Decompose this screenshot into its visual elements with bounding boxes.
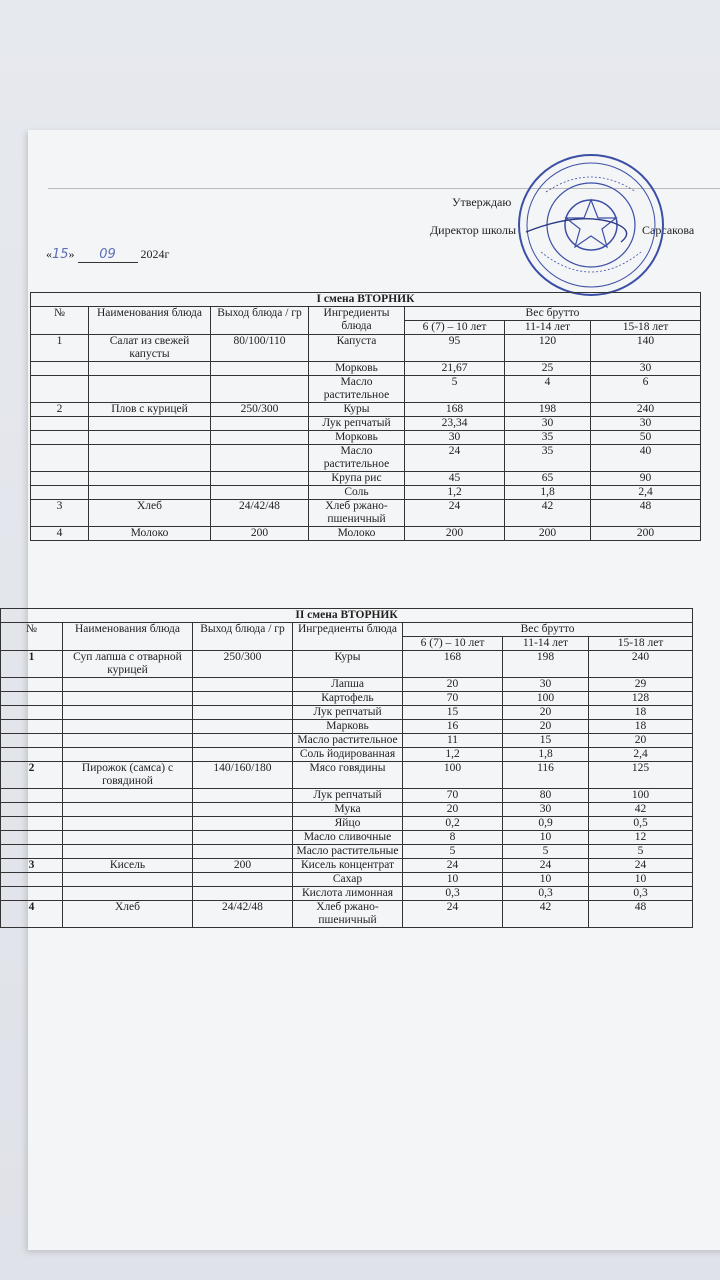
col-num: № <box>1 623 63 651</box>
table-row <box>1 706 693 720</box>
row-num <box>1 817 63 831</box>
row-num <box>31 431 89 445</box>
shift1-title: I смена ВТОРНИК <box>31 293 701 307</box>
dish-name <box>89 417 211 431</box>
table-row <box>31 527 701 541</box>
dish-output <box>193 692 293 706</box>
dish-output <box>193 706 293 720</box>
table-row <box>1 762 693 789</box>
ingredient: Хлеб ржано-пшеничный <box>293 901 403 928</box>
weight-age-2: 198 <box>503 651 589 678</box>
weight-age-2: 35 <box>505 445 591 472</box>
dish-output: 24/42/48 <box>193 901 293 928</box>
weight-age-2: 42 <box>505 500 591 527</box>
weight-age-1: 168 <box>405 403 505 417</box>
row-num: 4 <box>1 901 63 928</box>
date-close-quote: » <box>68 247 75 261</box>
row-num <box>31 417 89 431</box>
weight-age-3: 90 <box>591 472 701 486</box>
ingredient: Масло растительное <box>309 376 405 403</box>
ingredient: Сахар <box>293 873 403 887</box>
table-row <box>1 748 693 762</box>
weight-age-2: 25 <box>505 362 591 376</box>
dish-output: 250/300 <box>193 651 293 678</box>
dish-output <box>193 817 293 831</box>
table-row <box>1 831 693 845</box>
col-dish: Наименования блюда <box>89 307 211 335</box>
dish-name: Пирожок (самса) с говядиной <box>63 762 193 789</box>
dish-name: Кисель <box>63 859 193 873</box>
dish-name: Суп лапша с отварной курицей <box>63 651 193 678</box>
weight-age-1: 30 <box>405 431 505 445</box>
weight-age-3: 48 <box>589 901 693 928</box>
col-weight: Вес брутто <box>405 307 701 321</box>
table-row <box>1 651 693 678</box>
dish-output <box>211 472 309 486</box>
weight-age-3: 18 <box>589 706 693 720</box>
row-num <box>31 472 89 486</box>
col-num: № <box>31 307 89 335</box>
col-age-1: 6 (7) – 10 лет <box>403 637 503 651</box>
table-row <box>1 678 693 692</box>
weight-age-3: 6 <box>591 376 701 403</box>
weight-age-3: 128 <box>589 692 693 706</box>
weight-age-2: 1,8 <box>505 486 591 500</box>
ingredient: Морковь <box>309 431 405 445</box>
ingredient: Лук репчатый <box>293 789 403 803</box>
dish-output <box>193 734 293 748</box>
dish-output <box>211 417 309 431</box>
weight-age-2: 20 <box>503 706 589 720</box>
row-num: 4 <box>31 527 89 541</box>
weight-age-2: 200 <box>505 527 591 541</box>
weight-age-3: 29 <box>589 678 693 692</box>
weight-age-1: 24 <box>403 859 503 873</box>
date-month: 09 <box>99 247 116 262</box>
weight-age-3: 240 <box>589 651 693 678</box>
weight-age-3: 200 <box>591 527 701 541</box>
ingredient: Лапша <box>293 678 403 692</box>
weight-age-3: 18 <box>589 720 693 734</box>
weight-age-3: 2,4 <box>589 748 693 762</box>
weight-age-2: 30 <box>505 417 591 431</box>
weight-age-2: 35 <box>505 431 591 445</box>
weight-age-3: 2,4 <box>591 486 701 500</box>
table-row <box>1 873 693 887</box>
dish-name: Плов с курицей <box>89 403 211 417</box>
col-ingredients: Ингредиенты блюда <box>309 307 405 335</box>
dish-output <box>193 748 293 762</box>
weight-age-1: 24 <box>405 445 505 472</box>
weight-age-2: 10 <box>503 873 589 887</box>
dish-name <box>63 789 193 803</box>
row-num <box>1 720 63 734</box>
weight-age-1: 20 <box>403 678 503 692</box>
row-num: 1 <box>31 335 89 362</box>
table-row <box>31 472 701 486</box>
shift1-menu-table <box>30 292 701 541</box>
weight-age-2: 0,9 <box>503 817 589 831</box>
dish-name: Хлеб <box>63 901 193 928</box>
date-open-quote: « <box>46 247 52 261</box>
row-num <box>31 362 89 376</box>
col-weight: Вес брутто <box>403 623 693 637</box>
shift2-rows <box>1 651 693 928</box>
weight-age-1: 0,2 <box>403 817 503 831</box>
row-num <box>31 376 89 403</box>
row-num <box>31 445 89 472</box>
ingredient: Масло сливочные <box>293 831 403 845</box>
weight-age-1: 24 <box>403 901 503 928</box>
ingredient: Куры <box>293 651 403 678</box>
dish-name <box>63 803 193 817</box>
col-dish: Наименования блюда <box>63 623 193 651</box>
dish-output <box>211 362 309 376</box>
weight-age-2: 30 <box>503 678 589 692</box>
weight-age-1: 16 <box>403 720 503 734</box>
dish-output <box>211 445 309 472</box>
table-row <box>31 335 701 362</box>
weight-age-1: 200 <box>405 527 505 541</box>
weight-age-1: 20 <box>403 803 503 817</box>
weight-age-3: 100 <box>589 789 693 803</box>
dish-name <box>63 720 193 734</box>
weight-age-3: 42 <box>589 803 693 817</box>
weight-age-3: 125 <box>589 762 693 789</box>
dish-name <box>89 445 211 472</box>
row-num <box>1 831 63 845</box>
dish-output: 24/42/48 <box>211 500 309 527</box>
ingredient: Капуста <box>309 335 405 362</box>
dish-output: 140/160/180 <box>193 762 293 789</box>
table-row <box>1 859 693 873</box>
ingredient: Марковь <box>293 720 403 734</box>
dish-output <box>193 831 293 845</box>
row-num <box>31 486 89 500</box>
dish-name <box>89 376 211 403</box>
dish-name <box>63 706 193 720</box>
weight-age-3: 0,3 <box>589 887 693 901</box>
ingredient: Яйцо <box>293 817 403 831</box>
weight-age-2: 65 <box>505 472 591 486</box>
table-row <box>31 500 701 527</box>
weight-age-3: 5 <box>589 845 693 859</box>
col-ingredients: Ингредиенты блюда <box>293 623 403 651</box>
table-row <box>1 692 693 706</box>
dish-name <box>89 362 211 376</box>
table-row <box>31 417 701 431</box>
dish-output <box>193 845 293 859</box>
dish-output <box>193 873 293 887</box>
row-num: 2 <box>1 762 63 789</box>
weight-age-2: 116 <box>503 762 589 789</box>
table-row <box>1 720 693 734</box>
dish-output <box>193 803 293 817</box>
table-row <box>31 431 701 445</box>
dish-output <box>211 431 309 445</box>
date-year: 2024г <box>140 247 170 261</box>
table-row <box>31 362 701 376</box>
ingredient: Крупа рис <box>309 472 405 486</box>
dish-name <box>63 678 193 692</box>
col-output: Выход блюда / гр <box>211 307 309 335</box>
row-num: 1 <box>1 651 63 678</box>
weight-age-1: 5 <box>405 376 505 403</box>
dish-name <box>63 692 193 706</box>
approve-label: Утверждаю <box>452 195 512 209</box>
row-num <box>1 692 63 706</box>
weight-age-3: 10 <box>589 873 693 887</box>
col-age-2: 11-14 лет <box>505 321 591 335</box>
weight-age-3: 30 <box>591 417 701 431</box>
dish-name <box>89 431 211 445</box>
weight-age-2: 4 <box>505 376 591 403</box>
weight-age-2: 1,8 <box>503 748 589 762</box>
weight-age-2: 24 <box>503 859 589 873</box>
shift2-title: II смена ВТОРНИК <box>1 609 693 623</box>
weight-age-2: 0,3 <box>503 887 589 901</box>
ingredient: Мука <box>293 803 403 817</box>
weight-age-3: 12 <box>589 831 693 845</box>
weight-age-1: 23,34 <box>405 417 505 431</box>
weight-age-2: 100 <box>503 692 589 706</box>
dish-output: 200 <box>211 527 309 541</box>
weight-age-1: 24 <box>405 500 505 527</box>
weight-age-2: 5 <box>503 845 589 859</box>
table-row <box>1 845 693 859</box>
col-age-1: 6 (7) – 10 лет <box>405 321 505 335</box>
weight-age-2: 20 <box>503 720 589 734</box>
shift1-rows <box>31 335 701 541</box>
dish-name <box>63 748 193 762</box>
weight-age-2: 42 <box>503 901 589 928</box>
row-num <box>1 734 63 748</box>
ingredient: Мясо говядины <box>293 762 403 789</box>
table-row <box>31 445 701 472</box>
ingredient: Морковь <box>309 362 405 376</box>
dish-output <box>193 887 293 901</box>
table-row <box>31 376 701 403</box>
dish-name <box>63 845 193 859</box>
col-age-3: 15-18 лет <box>591 321 701 335</box>
weight-age-3: 30 <box>591 362 701 376</box>
table-row <box>1 789 693 803</box>
dish-name <box>89 486 211 500</box>
table-row <box>1 803 693 817</box>
dish-name: Молоко <box>89 527 211 541</box>
weight-age-2: 80 <box>503 789 589 803</box>
dish-name <box>63 887 193 901</box>
col-age-3: 15-18 лет <box>589 637 693 651</box>
table-row <box>31 486 701 500</box>
director-name: Сарсакова <box>642 223 695 237</box>
row-num <box>1 748 63 762</box>
dish-name: Хлеб <box>89 500 211 527</box>
row-num <box>1 803 63 817</box>
weight-age-1: 5 <box>403 845 503 859</box>
dish-name <box>63 734 193 748</box>
ingredient: Кислота лимонная <box>293 887 403 901</box>
weight-age-3: 240 <box>591 403 701 417</box>
ingredient: Куры <box>309 403 405 417</box>
date-day: 15 <box>52 247 69 262</box>
dish-output <box>193 789 293 803</box>
weight-age-1: 15 <box>403 706 503 720</box>
dish-output: 250/300 <box>211 403 309 417</box>
weight-age-1: 168 <box>403 651 503 678</box>
weight-age-3: 48 <box>591 500 701 527</box>
row-num <box>1 678 63 692</box>
shift2-menu-table <box>0 608 693 928</box>
weight-age-2: 10 <box>503 831 589 845</box>
table-row <box>1 901 693 928</box>
col-age-2: 11-14 лет <box>503 637 589 651</box>
row-num <box>1 887 63 901</box>
ingredient: Молоко <box>309 527 405 541</box>
weight-age-3: 140 <box>591 335 701 362</box>
dish-name: Салат из свежей капусты <box>89 335 211 362</box>
ingredient: Соль йодированная <box>293 748 403 762</box>
ingredient: Лук репчатый <box>293 706 403 720</box>
row-num <box>1 706 63 720</box>
weight-age-3: 50 <box>591 431 701 445</box>
ingredient: Хлеб ржано-пшеничный <box>309 500 405 527</box>
weight-age-3: 0,5 <box>589 817 693 831</box>
ingredient: Масло растительные <box>293 845 403 859</box>
row-num: 3 <box>1 859 63 873</box>
weight-age-1: 8 <box>403 831 503 845</box>
weight-age-3: 40 <box>591 445 701 472</box>
row-num: 3 <box>31 500 89 527</box>
table-row <box>31 403 701 417</box>
approval-date <box>46 247 169 263</box>
weight-age-1: 70 <box>403 789 503 803</box>
ingredient: Лук репчатый <box>309 417 405 431</box>
weight-age-1: 10 <box>403 873 503 887</box>
row-num <box>1 789 63 803</box>
weight-age-1: 1,2 <box>403 748 503 762</box>
dish-output: 80/100/110 <box>211 335 309 362</box>
weight-age-1: 0,3 <box>403 887 503 901</box>
dish-name <box>63 817 193 831</box>
ingredient: Картофель <box>293 692 403 706</box>
table-row <box>1 817 693 831</box>
dish-name <box>63 831 193 845</box>
weight-age-1: 95 <box>405 335 505 362</box>
director-label: Директор школы <box>430 223 517 237</box>
official-stamp <box>516 152 666 298</box>
row-num <box>1 873 63 887</box>
weight-age-3: 20 <box>589 734 693 748</box>
dish-output: 200 <box>193 859 293 873</box>
weight-age-1: 45 <box>405 472 505 486</box>
weight-age-2: 198 <box>505 403 591 417</box>
dish-name <box>63 873 193 887</box>
table-row <box>1 734 693 748</box>
weight-age-1: 100 <box>403 762 503 789</box>
weight-age-1: 11 <box>403 734 503 748</box>
dish-output <box>193 720 293 734</box>
ingredient: Масло растительное <box>293 734 403 748</box>
dish-name <box>89 472 211 486</box>
col-output: Выход блюда / гр <box>193 623 293 651</box>
dish-output <box>211 486 309 500</box>
weight-age-1: 21,67 <box>405 362 505 376</box>
table-row <box>1 887 693 901</box>
ingredient: Масло растительное <box>309 445 405 472</box>
row-num <box>1 845 63 859</box>
weight-age-1: 70 <box>403 692 503 706</box>
row-num: 2 <box>31 403 89 417</box>
weight-age-1: 1,2 <box>405 486 505 500</box>
dish-output <box>193 678 293 692</box>
weight-age-2: 30 <box>503 803 589 817</box>
weight-age-2: 15 <box>503 734 589 748</box>
weight-age-2: 120 <box>505 335 591 362</box>
weight-age-3: 24 <box>589 859 693 873</box>
dish-output <box>211 376 309 403</box>
ingredient: Соль <box>309 486 405 500</box>
ingredient: Кисель концентрат <box>293 859 403 873</box>
